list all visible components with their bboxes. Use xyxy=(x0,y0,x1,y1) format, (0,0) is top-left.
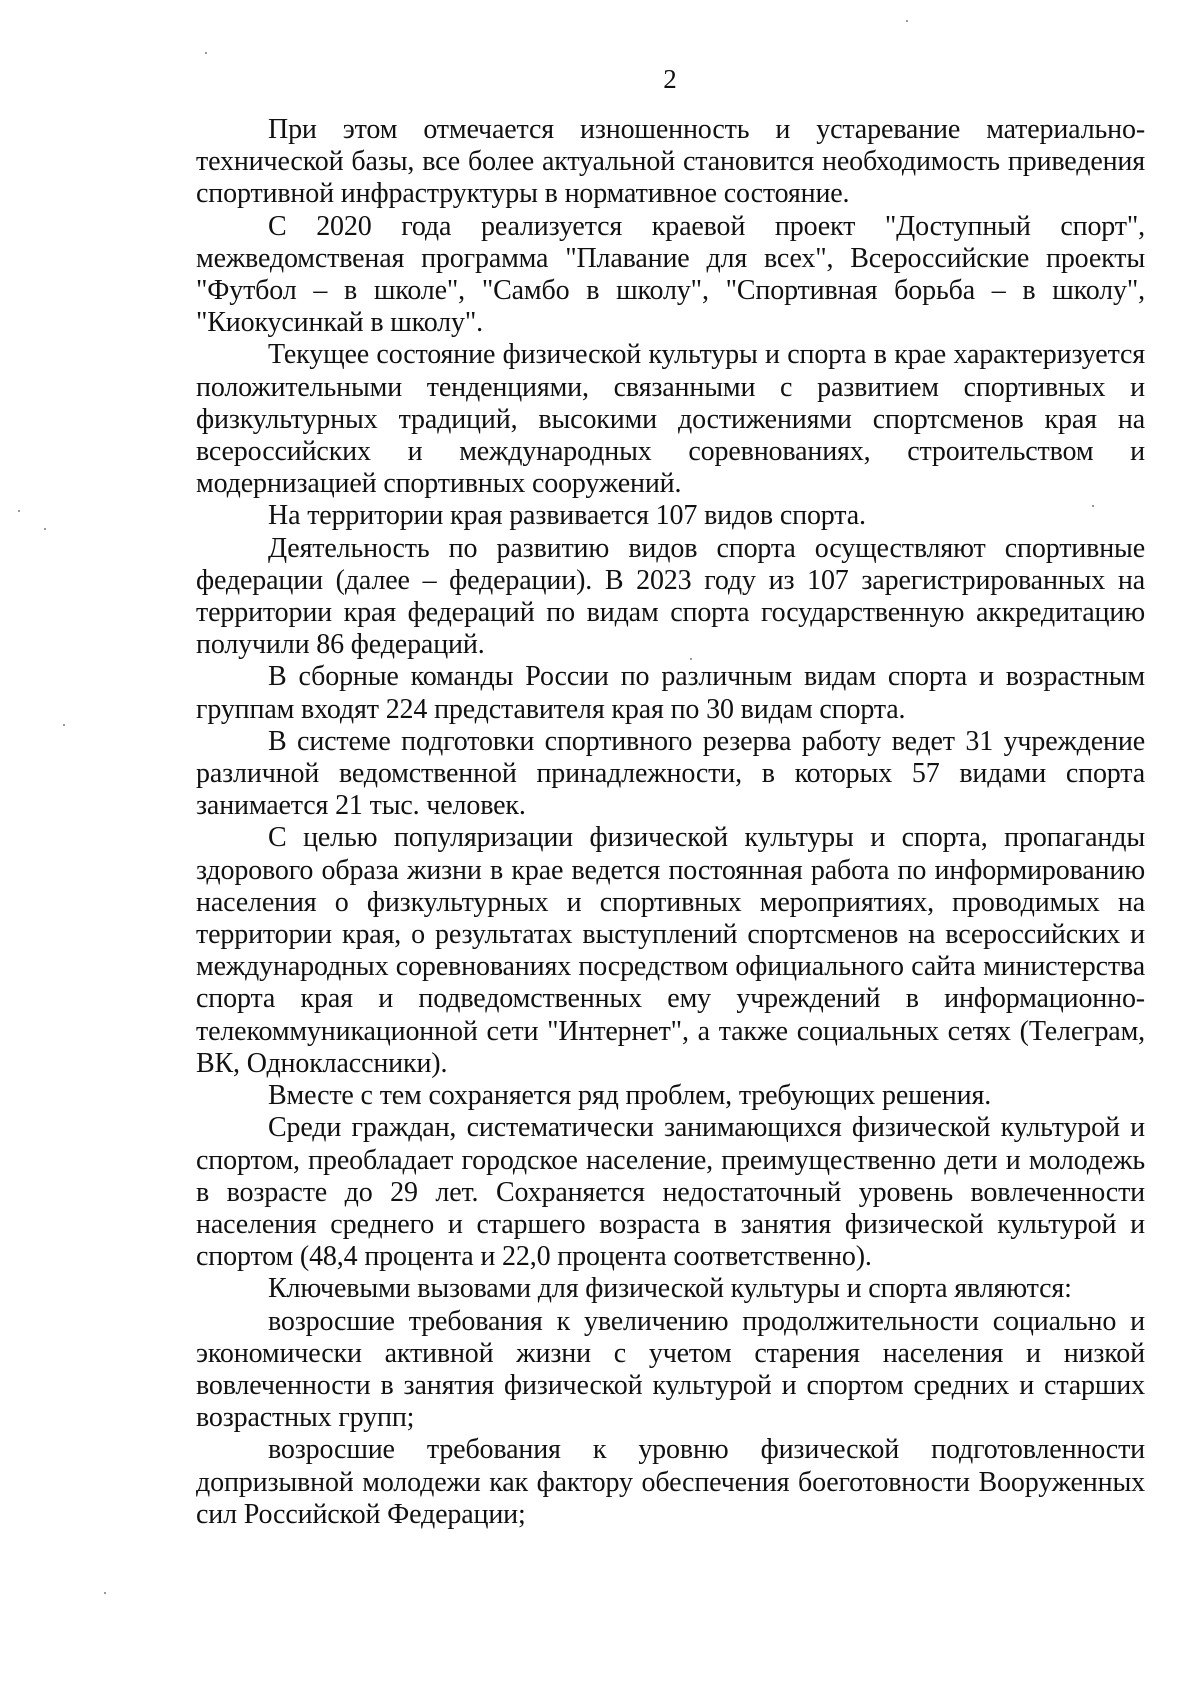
list-item-pre-conscription: возросшие требования к уровню физической подготовленности допризывной молодежи как фактору обеспечения боеготовности Вооруженных сил Российской Федерации; xyxy=(196,1434,1145,1530)
paragraph-sports-count: На территории края развивается 107 видов спорта. xyxy=(268,500,866,532)
scan-speck xyxy=(63,724,65,726)
paragraph-problems-intro: Вместе с тем сохраняется ряд проблем, требующих решения. xyxy=(268,1080,992,1112)
paragraph-federations: Деятельность по развитию видов спорта осуществляют спортивные федерации (далее – федерации). В 2023 году из 107 зарегистрированных на территории края федераций по видам спорта государственную аккредитацию получили 86 федераций. xyxy=(196,532,1145,661)
scan-speck xyxy=(906,20,908,22)
paragraph-infrastructure: При этом отмечается изношенность и устаревание материально-технической базы, все более актуальной становится необходимость приведения спортивной инфраструктуры в нормативное состояние. xyxy=(196,114,1145,210)
list-item-active-life: возросшие требования к увеличению продолжительности социально и экономически активной жизни с учетом старения населения и низкой вовлеченности в занятия физической культурой и спортом средних и старших возрастных групп; xyxy=(196,1305,1145,1434)
paragraph-national-teams: В сборные команды России по различным видам спорта и возрастным группам входят 224 представителя края по 30 видам спорта. xyxy=(196,661,1145,725)
paragraph-projects: С 2020 года реализуется краевой проект "Доступный спорт", межведомственая программа "Плавание для всех", Всероссийские проекты "Футбол – в школе", "Самбо в школу", "Спортивная борьба – в школу", "Киокусинкай в школу". xyxy=(196,210,1145,339)
paragraph-current-state: Текущее состояние физической культуры и спорта в крае характеризуется положительными тенденциями, связанными с развитием спортивных и физкультурных традиций, высокими достижениями спортсменов края на всероссийских и международных соревнованиях, строительством и модернизацией спортивных сооружений. xyxy=(196,339,1145,500)
scan-speck xyxy=(205,52,207,54)
page-number: 2 xyxy=(663,64,677,94)
scan-speck xyxy=(18,510,20,512)
paragraph-citizens: Среди граждан, систематически занимающихся физической культурой и спортом, преобладает городское население, преимущественно дети и молодежь в возрасте до 29 лет. Сохраняется недостаточный уровень вовлеченности населения среднего и старшего возраста в занятия физической культурой и спортом (48,4 процента и 22,0 процента соответственно). xyxy=(196,1112,1145,1273)
document-body xyxy=(196,114,1145,1531)
paragraph-sports-reserve: В системе подготовки спортивного резерва работу ведет 31 учреждение различной ведомственной принадлежности, в которых 57 видами спорта занимается 21 тыс. человек. xyxy=(196,725,1145,822)
paragraph-challenges-intro: Ключевыми вызовами для физической культуры и спорта являются: xyxy=(268,1273,1072,1305)
scan-speck xyxy=(1092,505,1094,507)
paragraph-popularization: С целью популяризации физической культуры и спорта, пропаганды здорового образа жизни в крае ведется постоянная работа по информированию населения о физкультурных и спортивных мероприятиях, проводимых на территории края, о результатах выступлений спортсменов на всероссийских и международных соревнованиях посредством официального сайта министерства спорта края и подведомственных ему учреждений в информационно-телекоммуникационной сети "Интернет", а также социальных сетях (Телеграм, ВК, Одноклассники). xyxy=(196,822,1145,1079)
scan-speck xyxy=(44,528,46,530)
scan-speck xyxy=(104,1592,106,1594)
scan-speck xyxy=(690,658,692,660)
